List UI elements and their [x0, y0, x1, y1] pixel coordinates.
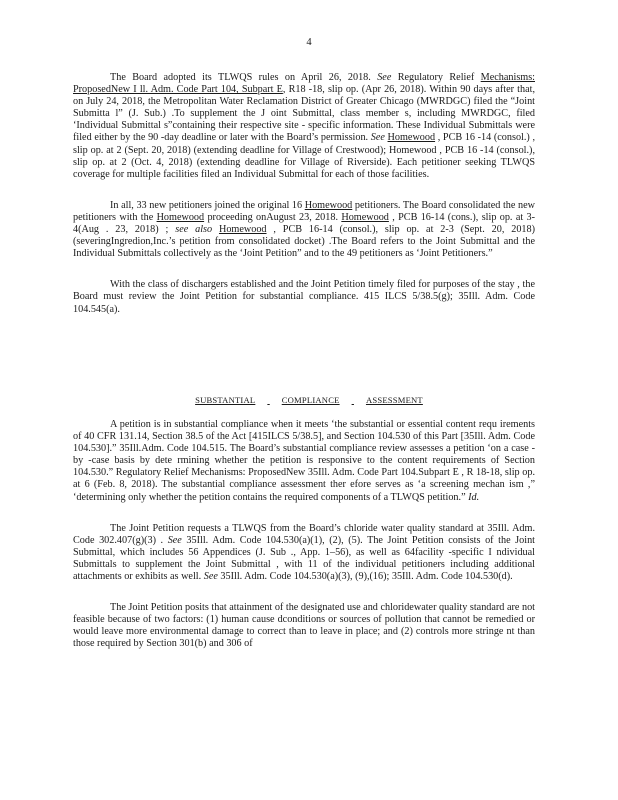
text-run — [212, 224, 219, 235]
paragraph — [73, 523, 535, 583]
paragraph — [73, 419, 535, 504]
text-run: In all, 33 new petitioners joined the original 16 — [110, 199, 305, 211]
italic-text: see also — [175, 224, 213, 236]
paragraph — [73, 279, 535, 315]
underlined-text: Homewood — [341, 211, 389, 223]
underlined-text: Mechanisms: ProposedNew I ll. Adm. Code Part 104, Subpart E — [73, 72, 535, 96]
text-run: , PCB 16 -14 (consol.) , slip op. at 2 (Sept. 20, 2018) (extending deadline for Village of Crestwood); Homewood , PCB 16 -14 (consol.), slip op. at 2 (Oct. 4, 2018) (extending deadline for Village of Riverside). Each petitioner seeking TLWQS coverage for multiple facilities filed an Individual Submittal for each of those facilities. — [73, 132, 536, 180]
text-run: , PCB 16-14 (cons.), slip op. at 3- 4(Aug . 23, 2018) ; — [73, 211, 535, 236]
text-run: petitioners. The Board consolidated the new petitioners with the — [73, 199, 535, 223]
underlined-text: Homewood — [156, 211, 205, 223]
text-run: Regulatory Relief — [391, 72, 481, 83]
body-block-lower — [73, 419, 535, 651]
underlined-text: Homewood — [304, 199, 353, 211]
italic-text: Id. — [468, 491, 480, 503]
page-number: 4 — [306, 37, 312, 48]
text-run: , R18 -18, slip op. (Apr 26, 2018). Within 90 days after that, on July 24, 2018, the Metropolitan Water Reclamation District of Greater Chicago (MWRDGC) filed the “Joint Submitta l” (J. Sub.) .To supplement the J oint Submittal, class member s, including MWRDGC, filed ‘Individual Submittal s”containing their respective site - specific information. These Individual Submittals were filed either by the 90 -day deadline or later with the Board’s permission. — [73, 84, 535, 144]
text-run: proceeding onAugust 23, 2018. — [204, 211, 342, 223]
text-run: With the class of dischargers established and the Joint Petition timely filed for purposes of the stay , the Board must review the Joint Petition for substantial compliance. 415 ILCS 5/38.5(g); 35Ill. Adm. Code 104.545(a). — [73, 279, 535, 315]
italic-text: See — [370, 132, 385, 144]
italic-text: See — [167, 534, 182, 546]
text-run: A petition is in substantial compliance when it meets ‘the substantial or essential content requ irements of 40 CFR 131.14, Section 38.5 of the Act [415ILCS 5/38.5], and Section 104.530 of this Part [35Ill. Adm. Code 104.530].” 35Ill.Adm. Code 104.515. The Board’s substantial compliance review assesses a petition ‘on a case -by -case basis by dete rmining whether the petition is responsive to the content requirements of Section 104.530.” Regulatory Relief Mechanisms: ProposedNew 35Ill. Adm. Code Part 104.Subpart E , R 18-18, slip op. at 6 (Feb. 8, 2018). The substantial compliance assessment ther efore serves as ‘a screening mechan ism ,” ‘determining only whether the petition contains the required components of a TLWQS petition.” — [73, 419, 535, 503]
paragraph — [73, 602, 535, 650]
text-run: 35Ill. Adm. Code 104.530(a)(1), (2), (5). The Joint Petition consists of the Joint Submittal, which includes 56 Appendices (J. Sub ., App. 1–56), as well as 64facility -specific I ndividual Submittals to supplement the Joint Submittal , with 11 of the individual petitioners including additional attachments or exhibits as well. — [73, 534, 535, 583]
heading-word: COMPLIANCE — [281, 395, 340, 405]
paragraph — [73, 72, 535, 181]
text-run: The Board adopted its TLWQS rules on April 26, 2018. — [110, 72, 378, 83]
body-block-upper — [73, 72, 535, 316]
section-heading — [0, 395, 618, 405]
underlined-text: Homewood — [387, 132, 436, 144]
text-run: The Joint Petition requests a TLWQS from the Board’s chloride water quality standard at 35Ill. Adm. Code 302.407(g)(3) . — [73, 522, 535, 546]
italic-text: See — [377, 72, 392, 83]
heading-word: SUBSTANTIAL — [195, 395, 256, 405]
text-run: 35Ill. Adm. Code 104.530(a)(3), (9),(16); 35Ill. Adm. Code 104.530(d). — [217, 571, 513, 583]
paragraph — [73, 200, 535, 260]
text-run: , PCB 16-14 (consol.), slip op. at 2-3 (Sept. 20, 2018) (severingIngredion,Inc.’s petition from consolidated docket) .The Board refers to the Joint Submittal and the Individual Submittals collectively as the ‘Joint Petition” and to the 49 petitioners as ‘Joint Petitioners.” — [73, 224, 535, 260]
heading-word: ASSESSMENT — [365, 395, 423, 405]
italic-text: See — [203, 571, 218, 583]
underlined-text: Homewood — [218, 224, 267, 236]
text-run: The Joint Petition posits that attainment of the designated use and chloridewater quality standard are not feasible because of two factors: (1) human cause dconditions or sources of pollution that cannot be remedied or would leave more environmental damage to correct than to leave in place; and (2) controls more stringe nt than those required by Section 301(b) and 306 of — [73, 602, 535, 650]
